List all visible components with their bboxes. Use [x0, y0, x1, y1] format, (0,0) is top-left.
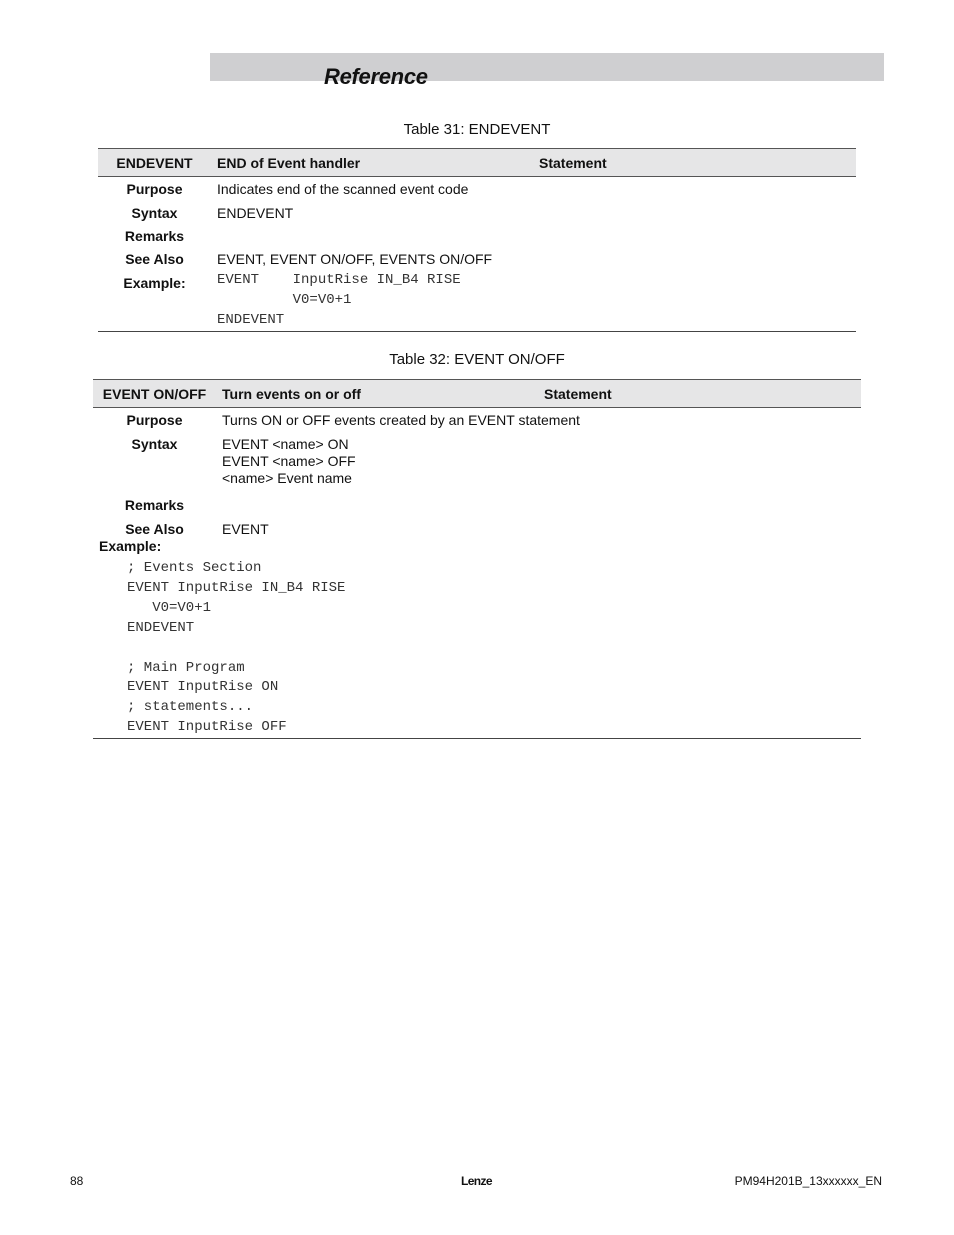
table31-head-description: END of Event handler	[211, 149, 534, 177]
table31-row-remarks	[98, 224, 856, 247]
table31-row-example	[98, 270, 856, 332]
table32-header-row	[93, 380, 861, 408]
code-line: ; Main Program	[127, 660, 245, 676]
syntax-line: <name> Event name	[222, 469, 352, 486]
code-line: ENDEVENT	[127, 620, 195, 636]
row-value: ENDEVENT	[217, 204, 294, 221]
code-line: ENDEVENT	[217, 311, 285, 328]
row-value	[216, 493, 861, 517]
table32	[93, 379, 861, 541]
table31-bottom-rule	[98, 331, 856, 332]
document-id: PM94H201B_13xxxxxx_EN	[734, 1174, 882, 1188]
section-title: Reference	[324, 64, 428, 89]
table32-head-name: EVENT ON/OFF	[93, 380, 216, 408]
syntax-line: EVENT <name> OFF	[222, 452, 356, 469]
table31-caption: Table 31: ENDEVENT	[403, 121, 551, 138]
table31-row-syntax	[98, 201, 856, 224]
code-line: ; statements...	[127, 699, 254, 715]
table32-row-syntax	[93, 432, 861, 493]
table31	[98, 148, 856, 332]
row-value: EVENT, EVENT ON/OFF, EVENTS ON/OFF	[217, 250, 493, 267]
table31-row-purpose	[98, 177, 856, 201]
row-label: Syntax	[131, 435, 178, 452]
syntax-lines	[216, 432, 861, 493]
row-label: See Also	[125, 250, 184, 267]
table32-head-kind: Statement	[539, 380, 861, 408]
row-label: Syntax	[131, 204, 178, 221]
row-value	[211, 224, 856, 247]
code-line: EVENT InputRise OFF	[127, 719, 287, 735]
code-line: V0=V0+1	[217, 291, 352, 308]
syntax-line: EVENT <name> ON	[222, 435, 349, 452]
row-label: Example:	[123, 274, 186, 291]
table32-bottom-rule	[93, 738, 861, 739]
row-value: Indicates end of the scanned event code	[217, 181, 469, 197]
page-number: 88	[70, 1174, 84, 1188]
row-label: Remarks	[124, 227, 185, 244]
example-code-block	[211, 270, 856, 332]
section-header-bar	[210, 53, 884, 81]
code-line: EVENT InputRise IN_B4 RISE	[217, 271, 461, 288]
table32-row-purpose	[93, 408, 861, 432]
table32-row-see-also	[93, 517, 861, 541]
row-value: Turns ON or OFF events created by an EVENT statement	[222, 412, 580, 428]
row-label: Purpose	[126, 412, 183, 428]
code-line: EVENT InputRise ON	[127, 679, 279, 695]
table32-row-remarks	[93, 493, 861, 517]
table31-row-see-also	[98, 247, 856, 270]
table31-head-kind: Statement	[534, 149, 856, 177]
table32-example-label: Example:	[99, 538, 162, 554]
row-label: Remarks	[124, 496, 185, 513]
row-value: EVENT	[222, 520, 269, 537]
code-line: V0=V0+1	[127, 600, 212, 616]
table31-header-row	[98, 149, 856, 177]
table31-head-name: ENDEVENT	[98, 149, 211, 177]
code-line: ; Events Section	[127, 560, 262, 576]
row-label: See Also	[125, 520, 184, 537]
row-label: Purpose	[126, 181, 183, 197]
code-line: EVENT InputRise IN_B4 RISE	[127, 580, 346, 596]
table32-head-description: Turn events on or off	[216, 380, 539, 408]
table32-caption: Table 32: EVENT ON/OFF	[389, 351, 565, 368]
brand-logo-text: Lenze	[461, 1174, 493, 1188]
